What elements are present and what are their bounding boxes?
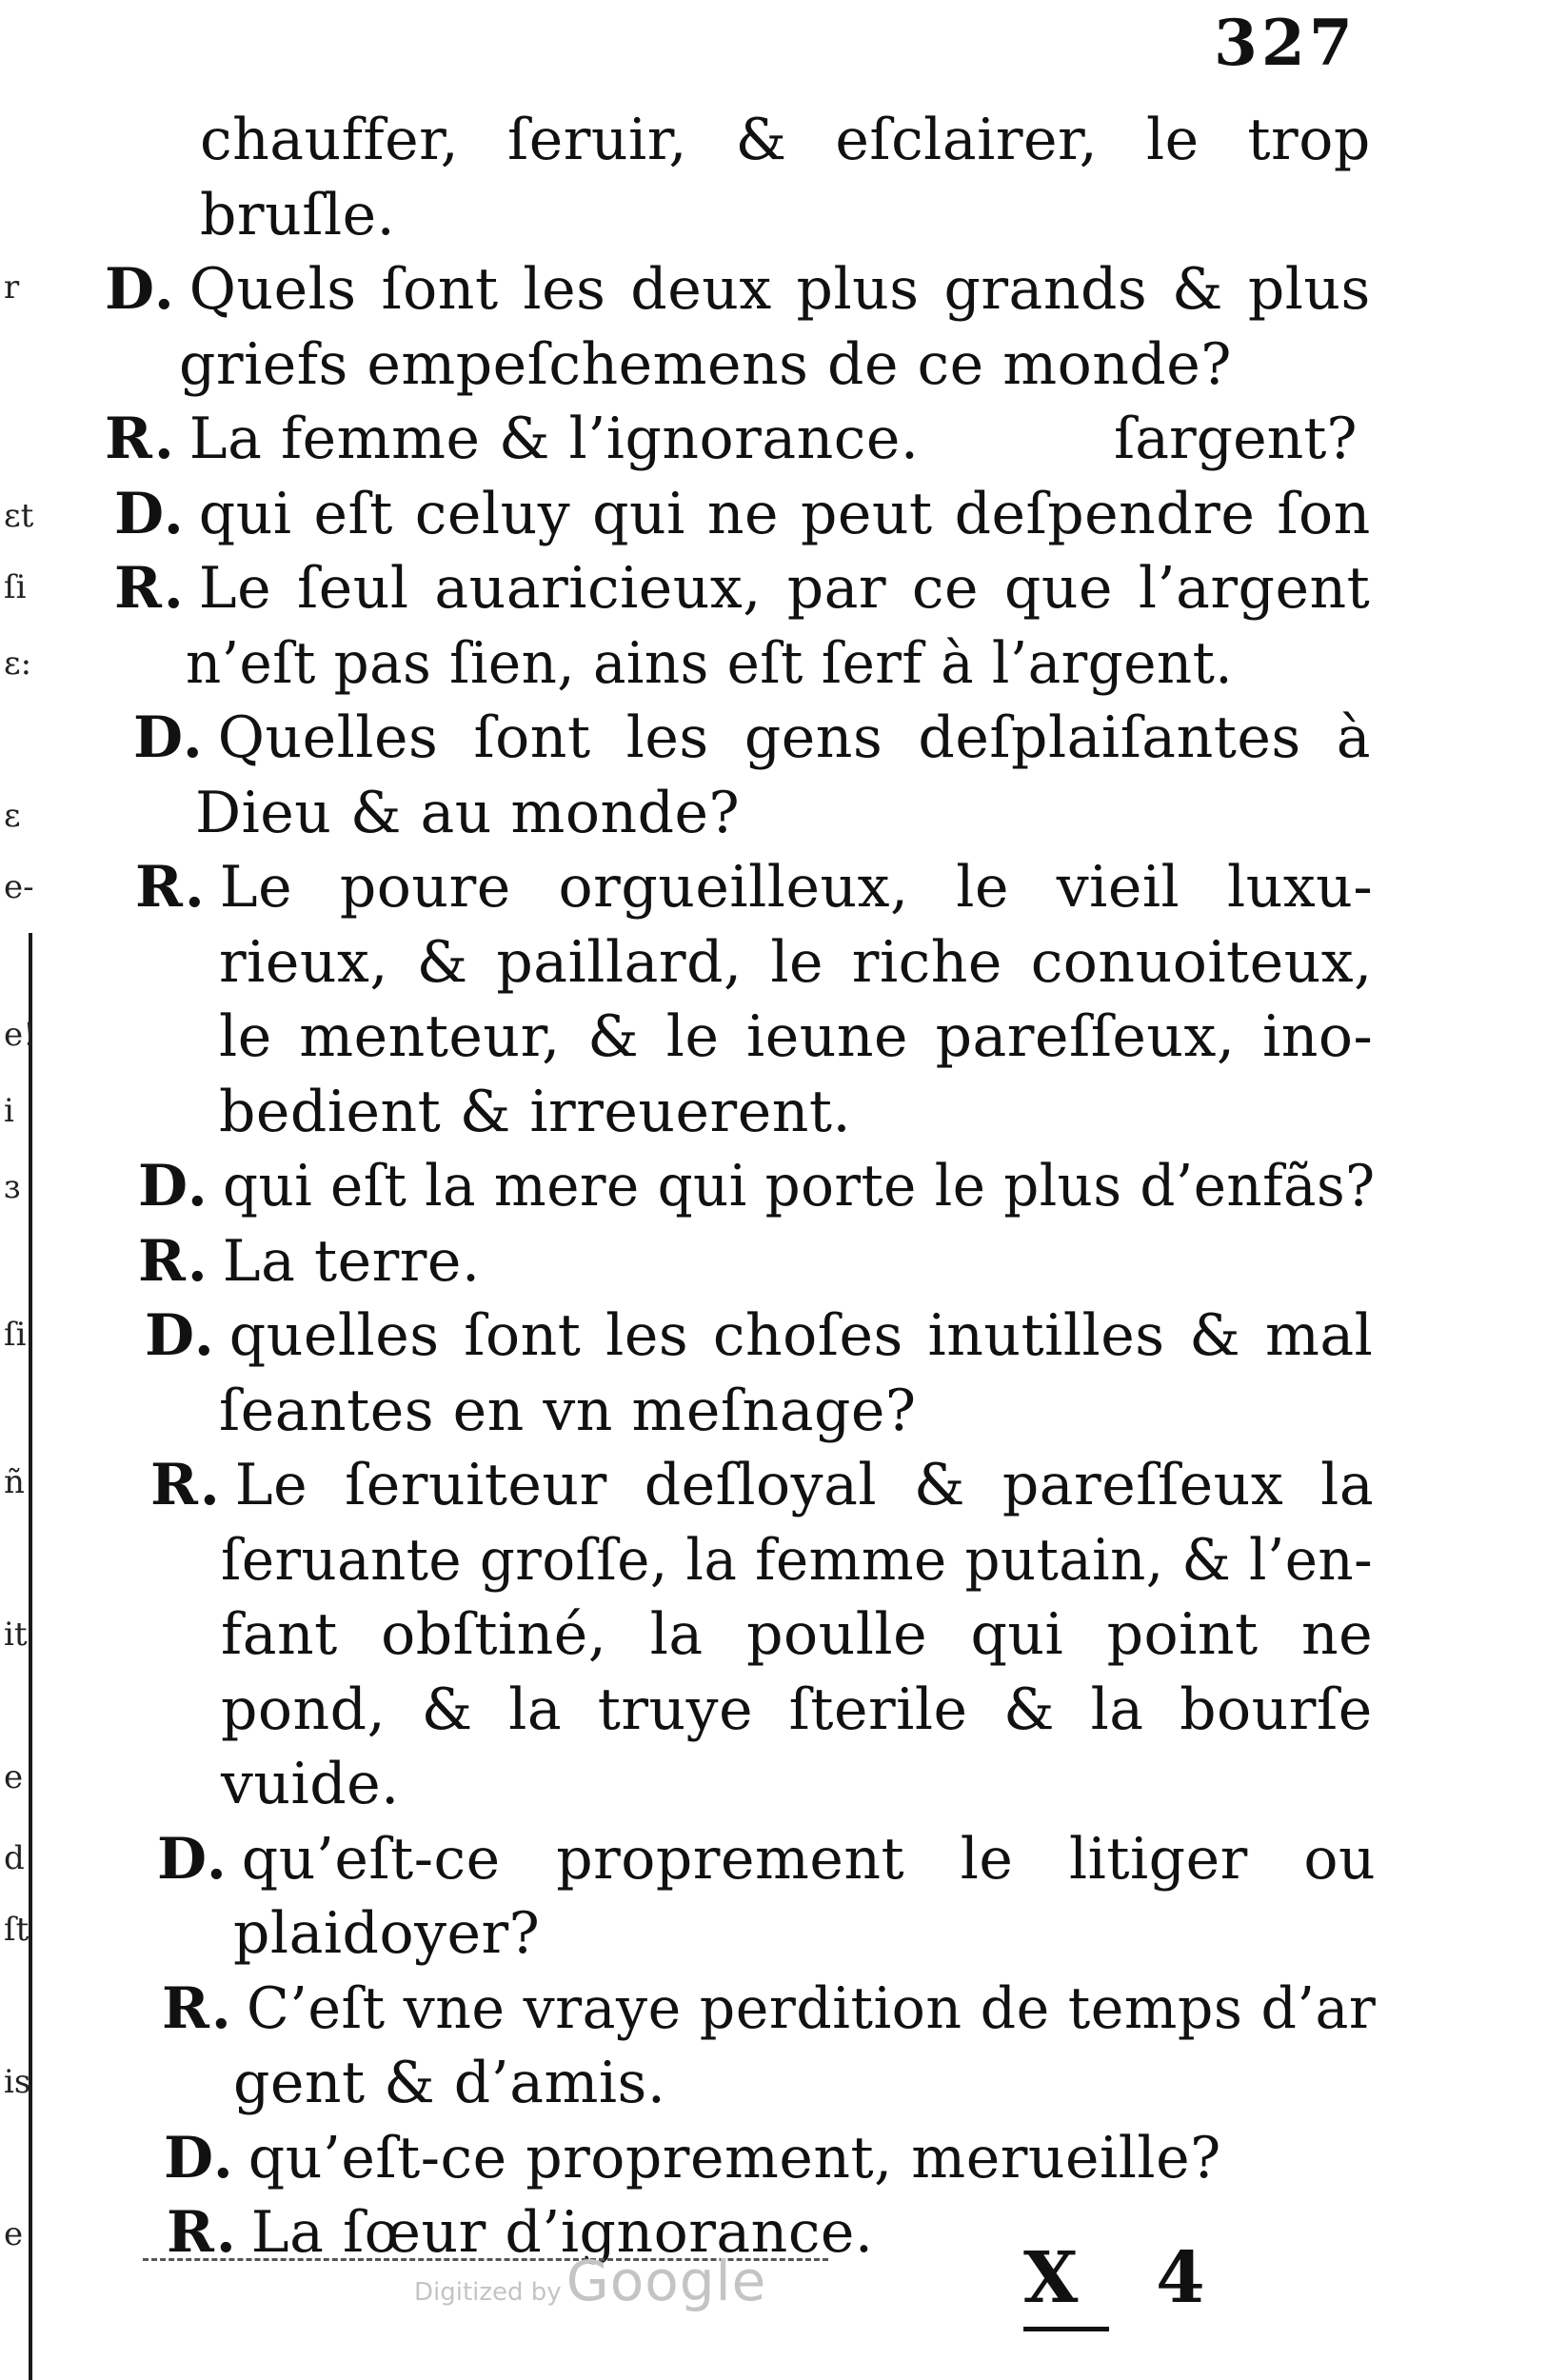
- answer-marker: R.: [135, 854, 207, 921]
- dialogue-text-block: [105, 103, 1377, 2271]
- line-text: n’eſt pas ſien, ains eſt ſerf à l’argent.: [186, 629, 1234, 697]
- line-text: pond, & la truye ſterile & la bourſe: [221, 1676, 1373, 1743]
- gutter-fragment: ñ: [4, 1463, 25, 1501]
- line-content: [138, 1149, 1376, 1223]
- answer-marker: R.: [105, 406, 176, 472]
- digitized-watermark: [414, 2249, 766, 2313]
- gutter-fragment: ɜ: [4, 1168, 21, 1206]
- line-text: qu’eſt-ce proprement, merueille?: [248, 2124, 1221, 2192]
- line-content: [219, 925, 1373, 1000]
- question-line: [105, 701, 1372, 776]
- line-text: C’eſt vne vraye perdition de temps d’ar: [246, 1974, 1377, 2042]
- gutter-fragment: ɛ: [4, 797, 21, 835]
- line-text: qui eſt la mere qui porte le plus d’enfãs?: [222, 1153, 1376, 1220]
- line-content: [105, 402, 1371, 476]
- answer-line: [105, 1972, 1377, 2047]
- line-text: La ſœur d’ignorance.: [250, 2199, 874, 2266]
- gutter-fragment: ſi: [4, 1316, 27, 1354]
- line-content: [200, 178, 581, 252]
- line-content: [135, 850, 1373, 924]
- line-content: [221, 1747, 602, 1821]
- continuation-line: [105, 178, 1361, 253]
- line-text: ſeantes en vn meſnage?: [219, 1377, 917, 1444]
- line-text: plaidoyer?: [233, 1900, 541, 1967]
- line-text: La femme & l’ignorance.: [188, 406, 920, 472]
- answer-line: [105, 1224, 1361, 1299]
- line-text: qui eſt celuy qui ne peut deſpendre ſon: [198, 480, 1371, 547]
- question-marker: D.: [105, 256, 176, 323]
- line-content: [219, 1374, 1076, 1448]
- continuation-line: [105, 1374, 1361, 1449]
- gutter-fragment: ɛ:: [4, 645, 32, 683]
- line-text: qu’eſt-ce proprement le litiger ou: [241, 1825, 1377, 1893]
- line-content: [145, 1299, 1373, 1373]
- line-text: quelles ſont les choſes inutilles & mal: [228, 1302, 1374, 1369]
- answer-line: [105, 402, 1361, 477]
- line-text: ſeruante groſſe, la femme putain, & l’en-: [221, 1526, 1374, 1594]
- answer-marker: R.: [138, 1227, 209, 1295]
- gutter-fragment: i: [4, 1092, 14, 1130]
- line-content: [150, 1448, 1374, 1522]
- adjacent-page-gutter: [0, 0, 38, 2380]
- gutter-fragment: e: [4, 2215, 24, 2253]
- continuation-line: [105, 1673, 1373, 1748]
- signature-mark: X 4: [1023, 2237, 1232, 2319]
- question-marker: D.: [133, 704, 205, 771]
- gutter-fragment: is: [4, 2063, 31, 2101]
- line-text: bruſle.: [200, 181, 396, 248]
- question-marker: D.: [164, 2124, 235, 2192]
- line-text: Dieu & au monde?: [195, 779, 741, 846]
- continuation-line: [105, 1896, 1361, 1972]
- continuation-line: [105, 776, 1361, 851]
- answer-line: [105, 1448, 1375, 1523]
- line-content: [114, 551, 1371, 625]
- continuation-line: [105, 1523, 1374, 1598]
- line-content: [162, 1972, 1376, 2046]
- line-content: [105, 252, 1371, 327]
- line-content: [164, 2121, 1306, 2195]
- answer-marker: R.: [150, 1452, 222, 1518]
- line-text: Le ſeruiteur deſloyal & pareſſeux la: [234, 1452, 1375, 1518]
- question-marker: D.: [138, 1153, 209, 1220]
- continuation-line: [105, 2046, 1361, 2121]
- line-content: [221, 1597, 1373, 1672]
- question-line: [105, 1149, 1376, 1224]
- line-content: [157, 1822, 1376, 1896]
- question-line: [105, 252, 1371, 327]
- gutter-fragment: e!: [4, 1016, 36, 1054]
- gutter-fragment: ɛt: [4, 497, 34, 535]
- gutter-fragment: e: [4, 1758, 24, 1796]
- page-number: 327: [1214, 6, 1357, 80]
- signature-underline: [1023, 2327, 1109, 2331]
- line-text: fant obſtiné, la poulle qui point ne: [221, 1601, 1374, 1668]
- answer-line: [105, 551, 1371, 626]
- continuation-line: [105, 1000, 1374, 1075]
- line-text: rieux, & paillard, le riche conuoiteux,: [219, 928, 1373, 996]
- continuation-line: [105, 103, 1371, 178]
- line-text: griefs empeſchemens de ce monde?: [179, 330, 1232, 398]
- line-content: [233, 2046, 900, 2120]
- line-text: Quels ſont les deux plus grands & plus: [188, 256, 1371, 323]
- line-content: [114, 477, 1371, 551]
- gutter-fragment: ſi: [4, 568, 27, 606]
- line-text: chauffer, ſeruir, & eſclairer, le trop: [200, 107, 1371, 173]
- continuation-line: [105, 1747, 1361, 1822]
- gutter-fragment: r: [4, 268, 20, 307]
- answer-marker: R.: [167, 2199, 238, 2266]
- gutter-fragment: e-: [4, 868, 34, 906]
- line-text: le menteur, & le ieune pareſſeux, ino-: [219, 1003, 1374, 1070]
- line-content: [219, 1000, 1373, 1074]
- catchword-aside: ſargent?: [1114, 406, 1358, 472]
- gutter-rule: [29, 933, 32, 2380]
- continuation-line: [105, 925, 1373, 1001]
- question-line: [105, 2121, 1361, 2196]
- watermark-prefix: Digitized by: [414, 2278, 562, 2307]
- gutter-fragment: it: [4, 1616, 28, 1654]
- question-line: [105, 1822, 1377, 1897]
- continuation-line: [105, 1075, 1361, 1150]
- line-text: La terre.: [222, 1227, 481, 1295]
- question-marker: D.: [157, 1825, 228, 1893]
- continuation-line: [105, 327, 1361, 403]
- line-content: [179, 327, 1350, 402]
- line-text: vuide.: [221, 1751, 400, 1817]
- line-text: Le ſeul auaricieux, par ce que l’argent: [198, 555, 1371, 622]
- answer-marker: R.: [162, 1974, 233, 2042]
- line-text: Le poure orgueilleux, le vieil luxu-: [219, 854, 1374, 921]
- line-text: Quelles ſont les gens deſplaiſantes à: [217, 704, 1372, 771]
- line-text: gent & d’amis.: [233, 2050, 666, 2116]
- gutter-fragment: d: [4, 1839, 25, 1877]
- answer-line: [105, 850, 1374, 925]
- line-content: [200, 103, 1371, 177]
- gutter-fragment: ſt: [4, 1911, 30, 1949]
- line-content: [133, 701, 1371, 775]
- question-marker: D.: [114, 480, 186, 547]
- question-line: [105, 477, 1371, 552]
- line-content: [195, 776, 766, 850]
- line-content: [221, 1523, 1373, 1597]
- watermark-brand: Google: [565, 2249, 767, 2313]
- line-content: [138, 1224, 709, 1299]
- continuation-line: [105, 626, 1361, 702]
- line-content: [221, 1673, 1373, 1747]
- line-content: [186, 626, 1233, 701]
- continuation-line: [105, 1597, 1374, 1673]
- line-content: [233, 1896, 709, 1971]
- question-marker: D.: [145, 1302, 216, 1369]
- line-text: bedient & irreuerent.: [219, 1078, 852, 1145]
- question-line: [105, 1299, 1374, 1374]
- answer-marker: R.: [114, 555, 186, 622]
- line-content: [219, 1075, 981, 1149]
